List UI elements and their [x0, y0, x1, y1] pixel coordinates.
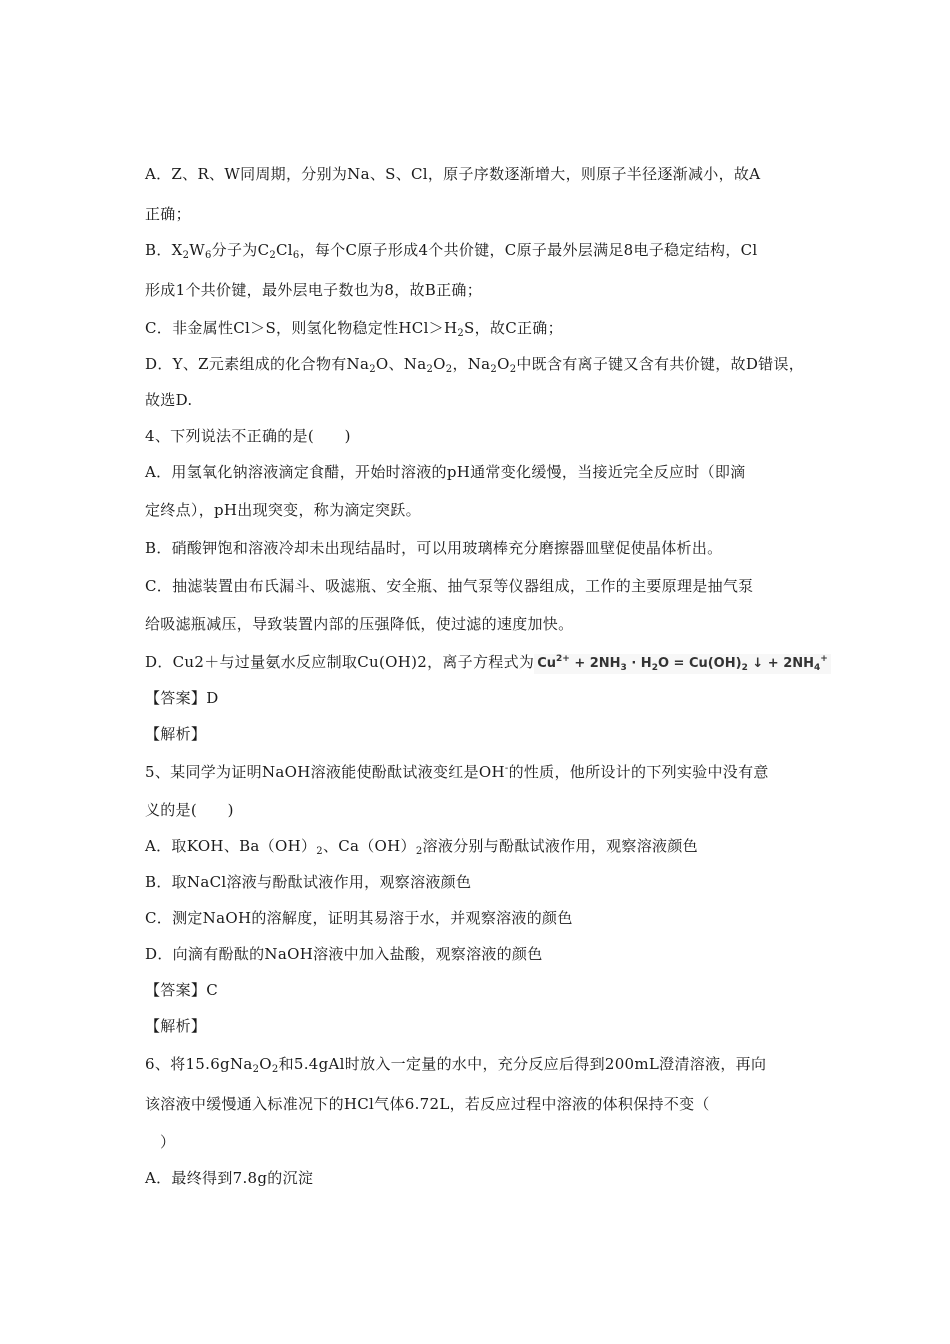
q6-option-a: A．最终得到7.8g的沉淀 — [145, 1169, 314, 1187]
q3-option-d-analysis: D．Y、Z元素组成的化合物有$Na_2O$、$Na_2O_2$，$Na_2O_2$中既含有离子键又含有共价键，故D错误， — [145, 355, 805, 375]
q4-option-a: A．用氢氧化钠溶液滴定食醋，开始时溶液的pH通常变化缓慢，当接近完全反应时（即滴 — [145, 463, 746, 481]
q5-option-c: C．测定NaOH的溶解度，证明其易溶于水，并观察溶液的颜色 — [145, 909, 573, 927]
q4-option-b: B．硝酸钾饱和溶液冷却未出现结晶时，可以用玻璃棒充分磨擦器皿壁促使晶体析出。 — [145, 539, 723, 557]
q6-stem: 6、将$15.6gNa_2O_2$和5.4gAl时放入一定量的水中，充分反应后得到200mL澄清溶液，再向 — [145, 1055, 767, 1075]
q6-stem-paren: ） — [160, 1133, 176, 1151]
q4-option-d: D．Cu2＋与过量氨水反应制取Cu(OH)2，离子方程式为 $Cu^{2+} + 2NH_3 \cdot H_2O = Cu(OH)_2$ ↓ + $2NH_4^+$ — [145, 652, 815, 674]
q5-answer: 【答案】C — [145, 981, 218, 999]
q5-option-b: B．取NaCl溶液与酚酞试液作用，观察溶液颜色 — [145, 873, 472, 891]
q6-stem-cont: 该溶液中缓慢通入标准况下的HCl气体6.72L，若反应过程中溶液的体积保持不变（ — [145, 1095, 710, 1113]
q3-conclusion: 故选D. — [145, 391, 193, 409]
q4-option-c: C．抽滤装置由布氏漏斗、吸滤瓶、安全瓶、抽气泵等仪器组成，工作的主要原理是抽气泵 — [145, 577, 754, 595]
q3-option-c-analysis: C．非金属性Cl＞S，则氢化物稳定性$HCl>H_2S$，故C正确； — [145, 319, 563, 339]
q5-analysis-heading: 【解析】 — [145, 1017, 207, 1035]
q3-option-a-analysis: A．Z、R、W同周期，分别为Na、S、Cl，原子序数逐渐增大，则原子半径逐渐减小，故A — [145, 165, 761, 183]
q5-option-a: A．取KOH、$Ba(OH)_2$、$Ca(OH)_2$溶液分别与酚酞试液作用，观察溶液颜色 — [145, 837, 698, 857]
q4-answer: 【答案】D — [145, 689, 219, 707]
q3-option-a-analysis-cont: 正确； — [145, 205, 191, 223]
q4-option-a-cont: 定终点），pH出现突变，称为滴定突跃。 — [145, 501, 421, 519]
q3-option-b-analysis: B．$X_2W_6$分子为$C_2Cl_6$，每个C原子形成4个共价键，C原子最外层满足8电子稳定结构，Cl — [145, 241, 758, 261]
q4-stem: 4、下列说法不正确的是( ) — [145, 427, 351, 445]
q5-option-d: D．向滴有酚酞的NaOH溶液中加入盐酸，观察溶液的颜色 — [145, 945, 543, 963]
q5-stem: 5、某同学为证明NaOH溶液能使酚酞试液变红是OH-的性质，他所设计的下列实验中没有意 — [145, 763, 769, 781]
q4-analysis-heading: 【解析】 — [145, 725, 207, 743]
q4-option-c-cont: 给吸滤瓶减压，导致装置内部的压强降低，使过滤的速度加快。 — [145, 615, 574, 633]
q5-stem-cont: 义的是( ) — [145, 801, 234, 819]
q3-option-b-analysis-cont: 形成1个共价键，最外层电子数也为8，故B正确； — [145, 281, 483, 299]
ionic-equation-image: $Cu^{2+} + 2NH_3 \cdot H_2O = Cu(OH)_2$ ↓ + $2NH_4^+$ — [534, 654, 831, 674]
